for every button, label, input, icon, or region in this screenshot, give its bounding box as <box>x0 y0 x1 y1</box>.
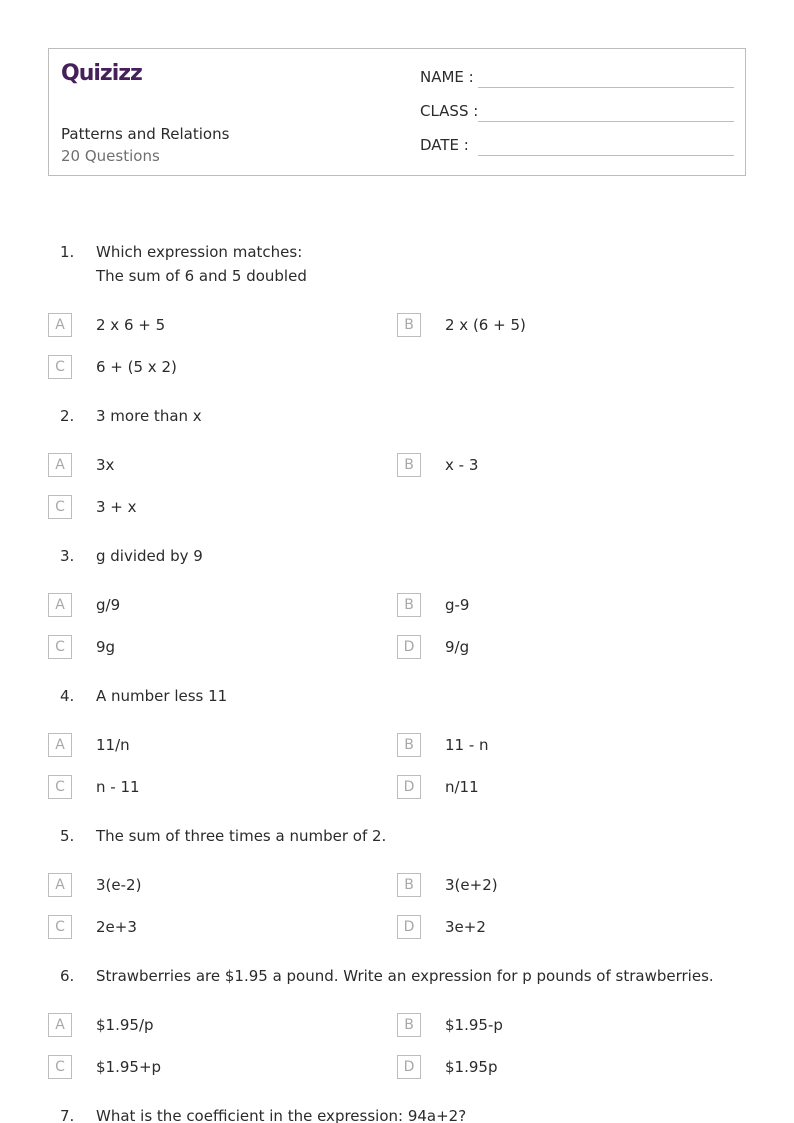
option-text: 11/n <box>96 736 130 754</box>
option-a[interactable] <box>48 453 388 477</box>
class-label: CLASS : <box>420 102 479 120</box>
option-b[interactable] <box>397 593 737 617</box>
option-letter: C <box>48 915 72 939</box>
option-letter: A <box>48 1013 72 1037</box>
option-letter: D <box>397 635 421 659</box>
option-text: 2 x 6 + 5 <box>96 316 166 334</box>
option-text: 2e+3 <box>96 918 137 936</box>
option-letter: C <box>48 1055 72 1079</box>
class-field[interactable] <box>420 100 734 124</box>
class-line[interactable] <box>478 121 734 122</box>
option-letter: D <box>397 775 421 799</box>
option-text: $1.95p <box>445 1058 498 1076</box>
option-text: 2 x (6 + 5) <box>445 316 526 334</box>
option-a[interactable] <box>48 1013 388 1037</box>
option-text: 3 + x <box>96 498 137 516</box>
option-text: $1.95-p <box>445 1016 503 1034</box>
option-text: $1.95/p <box>96 1016 154 1034</box>
option-text: 3x <box>96 456 115 474</box>
option-a[interactable] <box>48 733 388 757</box>
question-number: 4. <box>60 687 75 705</box>
option-c[interactable] <box>48 495 388 519</box>
option-text: 9/g <box>445 638 470 656</box>
option-letter: B <box>397 873 421 897</box>
question-text: The sum of three times a number of 2. <box>96 827 387 845</box>
option-letter: B <box>397 1013 421 1037</box>
option-letter: A <box>48 733 72 757</box>
option-letter: D <box>397 915 421 939</box>
option-letter: C <box>48 635 72 659</box>
option-text: g/9 <box>96 596 121 614</box>
option-letter: B <box>397 453 421 477</box>
option-letter: C <box>48 355 72 379</box>
option-text: x - 3 <box>445 456 479 474</box>
svg-text:Quizizz: Quizizz <box>61 61 142 85</box>
question-text: What is the coefficient in the expression: 94a+2? <box>96 1107 467 1123</box>
option-letter: B <box>397 593 421 617</box>
option-text: 9g <box>96 638 116 656</box>
option-c[interactable] <box>48 355 388 379</box>
question-text: A number less 11 <box>96 687 228 705</box>
question-text-line: The sum of 6 and 5 doubled <box>96 267 307 285</box>
option-text: 6 + (5 x 2) <box>96 358 177 376</box>
question-text-line: Which expression matches: <box>96 243 303 261</box>
option-letter: A <box>48 453 72 477</box>
option-c[interactable] <box>48 1055 388 1079</box>
question-number: 5. <box>60 827 75 845</box>
option-text: $1.95+p <box>96 1058 162 1076</box>
option-b[interactable] <box>397 873 737 897</box>
question-text: Strawberries are $1.95 a pound. Write an expression for p pounds of strawberries. <box>96 967 714 985</box>
option-letter: B <box>397 313 421 337</box>
option-text: 3e+2 <box>445 918 486 936</box>
option-letter: A <box>48 313 72 337</box>
question-text: 3 more than x <box>96 407 202 425</box>
option-text: g-9 <box>445 596 470 614</box>
name-label: NAME : <box>420 68 474 86</box>
option-letter: C <box>48 775 72 799</box>
quizizz-logo-icon <box>61 59 153 85</box>
option-letter: C <box>48 495 72 519</box>
option-text: 11 - n <box>445 736 489 754</box>
option-c[interactable] <box>48 915 388 939</box>
name-field[interactable] <box>420 66 734 90</box>
option-letter: B <box>397 733 421 757</box>
option-a[interactable] <box>48 593 388 617</box>
option-a[interactable] <box>48 313 388 337</box>
option-text: 3(e+2) <box>445 876 498 894</box>
name-line[interactable] <box>478 87 734 88</box>
option-text: n - 11 <box>96 778 140 796</box>
option-d[interactable] <box>397 915 737 939</box>
question-number: 6. <box>60 967 75 985</box>
question-number: 2. <box>60 407 75 425</box>
date-field[interactable] <box>420 134 734 158</box>
quizizz-logo <box>61 59 153 85</box>
question-number: 3. <box>60 547 75 565</box>
option-d[interactable] <box>397 1055 737 1079</box>
option-letter: A <box>48 593 72 617</box>
option-b[interactable] <box>397 313 737 337</box>
question-number: 1. <box>60 243 75 261</box>
option-b[interactable] <box>397 453 737 477</box>
worksheet-title: Patterns and Relations <box>61 125 230 143</box>
option-d[interactable] <box>397 635 737 659</box>
question-number: 7. <box>60 1107 75 1123</box>
option-c[interactable] <box>48 635 388 659</box>
question-count: 20 Questions <box>61 147 160 165</box>
worksheet-header <box>48 48 746 176</box>
date-label: DATE : <box>420 136 469 154</box>
option-c[interactable] <box>48 775 388 799</box>
option-letter: A <box>48 873 72 897</box>
option-text: n/11 <box>445 778 479 796</box>
date-line[interactable] <box>478 155 734 156</box>
option-b[interactable] <box>397 1013 737 1037</box>
question-text: g divided by 9 <box>96 547 203 565</box>
option-d[interactable] <box>397 775 737 799</box>
option-text: 3(e-2) <box>96 876 142 894</box>
option-letter: D <box>397 1055 421 1079</box>
option-a[interactable] <box>48 873 388 897</box>
question-text <box>96 240 756 288</box>
option-b[interactable] <box>397 733 737 757</box>
